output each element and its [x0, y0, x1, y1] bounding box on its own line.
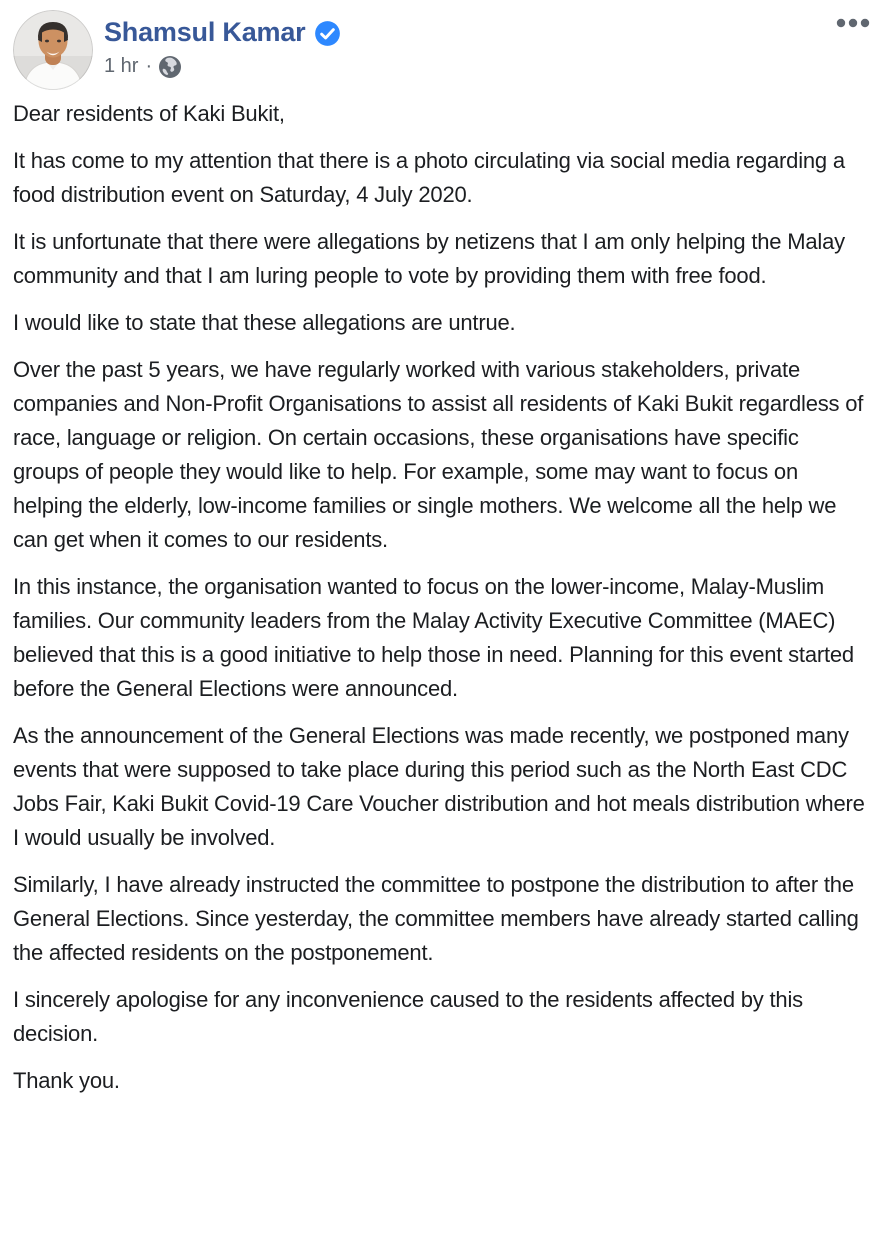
- verified-badge-icon: [314, 20, 341, 47]
- author-row: [104, 17, 341, 48]
- post-header: [13, 10, 870, 90]
- avatar-image: [13, 10, 93, 90]
- header-text: [104, 10, 341, 78]
- meta-separator: ·: [145, 55, 153, 77]
- ellipsis-icon: [836, 18, 870, 28]
- post-paragraph: It is unfortunate that there were allegations by netizens that I am only helping the Malay community and that I am luring people to vote by providing them with free food.: [13, 229, 845, 288]
- post-paragraph: Over the past 5 years, we have regularly worked with various stakeholders, private companies and Non-Profit Organisations to assist all residents of Kaki Bukit regardless of race, language or religion. On certain occasions, these organisations have specific groups of people they would like to help. For example, some may want to focus on helping the elderly, low-income families or single mothers. We welcome all the help we can get when it comes to our residents.: [13, 357, 864, 552]
- post-paragraph: Similarly, I have already instructed the committee to postpone the distribution to after the General Elections. Since yesterday, the committee members have already started calling the affected residents on the postponement.: [13, 872, 859, 965]
- more-options-button[interactable]: [830, 12, 876, 34]
- post-paragraph: It has come to my attention that there is a photo circulating via social media regarding a food distribution event on Saturday, 4 July 2020.: [13, 148, 845, 207]
- post-text: [13, 97, 870, 1098]
- timestamp-link[interactable]: 1 hr: [104, 55, 139, 77]
- avatar[interactable]: [13, 10, 93, 90]
- post-paragraph: As the announcement of the General Elections was made recently, we postponed many events that were supposed to take place during this period such as the North East CDC Jobs Fair, Kaki Bukit Covid-19 Care Voucher distribution and hot meals distribution where I would usually be involved.: [13, 723, 865, 850]
- post-paragraph: I sincerely apologise for any inconvenience caused to the residents affected by this decision.: [13, 987, 803, 1046]
- post-paragraph: Thank you.: [13, 1068, 120, 1093]
- post-paragraph: Dear residents of Kaki Bukit,: [13, 101, 285, 126]
- post-paragraph: I would like to state that these allegations are untrue.: [13, 310, 516, 335]
- post-paragraph: In this instance, the organisation wanted to focus on the lower-income, Malay-Muslim families. Our community leaders from the Malay Activity Executive Committee (MAEC) believed that this is a good initiative to help those in need. Planning for this event started before the General Elections were announced.: [13, 574, 854, 701]
- post-meta: [104, 55, 341, 78]
- author-name-link[interactable]: Shamsul Kamar: [104, 17, 306, 47]
- globe-public-icon: [159, 56, 181, 78]
